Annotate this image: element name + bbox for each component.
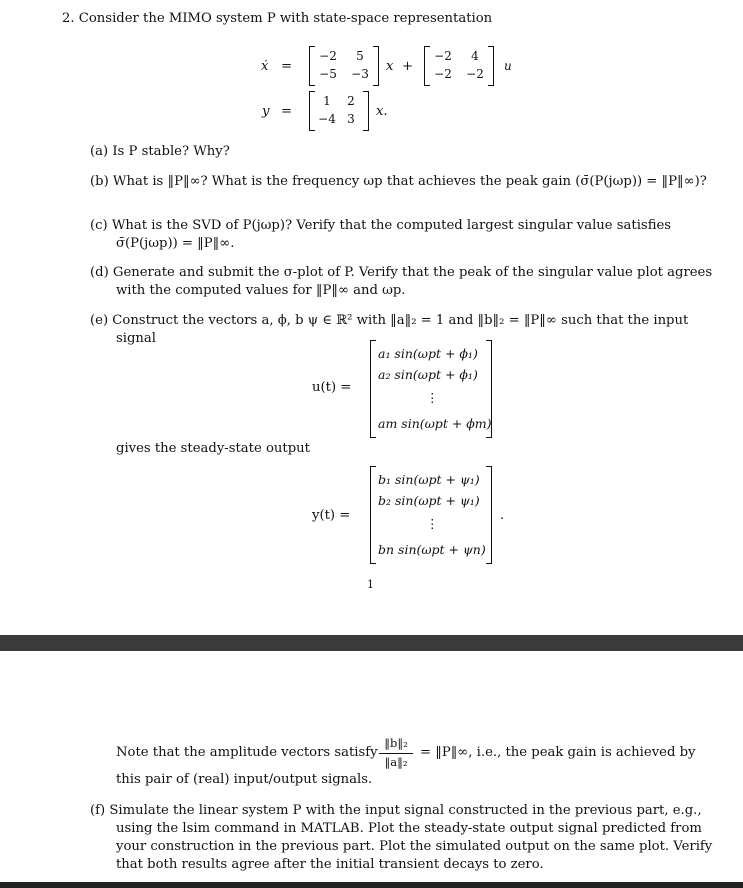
problem-intro: 2. Consider the MIMO system P with state-space representation <box>62 11 493 26</box>
matrix-a-cell: −3 <box>351 67 369 81</box>
part-e-line1: (e) Construct the vectors a, ϕ, b ψ ∈ ℝ² with ‖a‖₂ = 1 and ‖b‖₂ = ‖P‖∞ such that the input <box>90 313 689 328</box>
matrix-c-cell: −4 <box>318 112 336 126</box>
y-vector-row: b₂ sin(ωpt + ψ₁) <box>378 493 480 508</box>
matrix-b-cell: −2 <box>434 67 452 81</box>
fraction-numerator: ‖b‖₂ <box>384 736 408 750</box>
y-label: y(t) = <box>312 508 351 523</box>
part-b: (b) What is ‖P‖∞? What is the frequency ωp that achieves the peak gain (σ̄(P(jωp)) = ‖P‖∞)? <box>90 174 707 189</box>
u-variable: u <box>504 59 512 73</box>
y-vector-row: bn sin(ωpt + ψn) <box>378 542 486 557</box>
eq1-equals: = <box>281 59 293 74</box>
matrix-a-cell: −5 <box>319 67 337 81</box>
part-d-line2: with the computed values for ‖P‖∞ and ωp. <box>116 283 406 298</box>
part-f-line3: your construction in the previous part. Plot the simulated output on the same plot. Verify <box>116 839 713 854</box>
x-end: x. <box>376 104 388 119</box>
part-f-line2: using the lsim command in MATLAB. Plot the steady-state output signal predicted from <box>116 821 702 836</box>
page-number: 1 <box>367 578 374 591</box>
part-f-line1: (f) Simulate the linear system P with the input signal constructed in the previous part, e.g., <box>90 803 702 818</box>
eq1-lhs: ẋ <box>261 59 269 74</box>
plus-sign: + <box>402 59 414 74</box>
matrix-a <box>309 46 379 86</box>
matrix-c-cell: 1 <box>323 94 331 108</box>
y-vector <box>370 466 492 564</box>
fraction-bar <box>379 753 413 754</box>
matrix-c <box>309 91 369 131</box>
part-d-line1: (d) Generate and submit the σ-plot of P. Verify that the peak of the singular value plot agrees <box>90 265 713 280</box>
note-text-before: Note that the amplitude vectors satisfy <box>116 745 378 760</box>
matrix-a-cell: −2 <box>319 49 337 63</box>
u-vector-row: a₂ sin(ωpt + ϕ₁) <box>378 367 478 382</box>
u-vector-row: a₁ sin(ωpt + ϕ₁) <box>378 346 478 361</box>
page-separator <box>0 635 743 651</box>
matrix-c-cell: 2 <box>347 94 355 108</box>
part-a: (a) Is P stable? Why? <box>90 144 230 159</box>
part-c-line2: σ̄(P(jωp)) = ‖P‖∞. <box>116 236 235 251</box>
part-f-line4: that both results agree after the initial transient decays to zero. <box>116 857 544 872</box>
x-variable: x <box>386 59 394 74</box>
u-vector-dots: ⋮ <box>426 390 439 405</box>
matrix-b-cell: −2 <box>434 49 452 63</box>
matrix-a-cell: 5 <box>356 49 364 63</box>
u-vector-row: am sin(ωpt + ϕm) <box>378 416 492 431</box>
part-c-line1: (c) What is the SVD of P(jωp)? Verify that the computed largest singular value satisfies <box>90 218 672 233</box>
matrix-b <box>424 46 494 86</box>
note-line2: this pair of (real) input/output signals. <box>116 772 373 787</box>
matrix-b-cell: −2 <box>466 67 484 81</box>
note-text-after: = ‖P‖∞, i.e., the peak gain is achieved by <box>420 745 696 760</box>
matrix-b-cell: 4 <box>471 49 479 63</box>
u-vector <box>370 340 492 438</box>
part-e-line2: signal <box>116 331 157 346</box>
eq2-equals: = <box>281 104 293 119</box>
fraction-denominator: ‖a‖₂ <box>384 755 408 769</box>
u-label: u(t) = <box>312 380 352 395</box>
bottom-border <box>0 882 743 888</box>
matrix-c-cell: 3 <box>347 112 355 126</box>
y-vector-dots: ⋮ <box>426 516 439 531</box>
y-vector-row: b₁ sin(ωpt + ψ₁) <box>378 472 480 487</box>
eq2-lhs: y <box>262 104 270 119</box>
y-vector-period: . <box>500 508 505 523</box>
gives-output-text: gives the steady-state output <box>116 441 310 456</box>
